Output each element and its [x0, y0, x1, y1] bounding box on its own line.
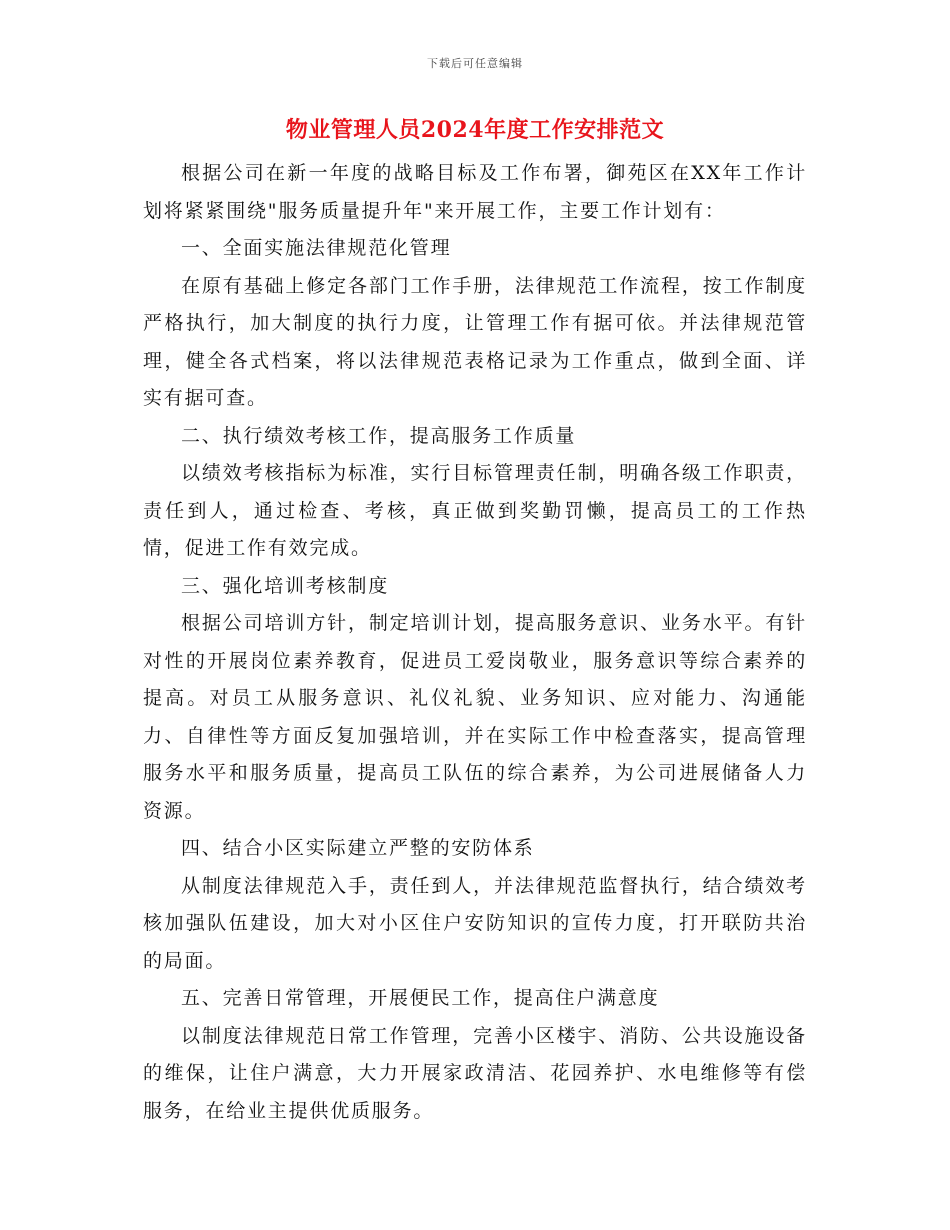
header-note: 下载后可任意编辑 [427, 57, 523, 70]
section-heading-1: 一、全面实施法律规范化管理 [181, 237, 452, 259]
paragraph-section-2: 以绩效考核指标为标准，实行目标管理责任制，明确各级工作职责，责任到人，通过检查、考核，真正做到奖勤罚懒，提高员工的工作热情，促进工作有效完成。 [143, 462, 807, 559]
paragraph-section-4: 从制度法律规范入手，责任到人，并法律规范监督执行，结合绩效考核加强队伍建设，加大对小区住户安防知识的宣传力度，打开联防共治的局面。 [143, 874, 807, 972]
paragraph-section-5: 以制度法律规范日常工作管理，完善小区楼宇、消防、公共设施设备的维保，让住户满意，大力开展家政清洁、花园养护、水电维修等有偿服务，在给业主提供优质服务。 [143, 1024, 807, 1122]
paragraph-section-3: 根据公司培训方针，制定培训计划，提高服务意识、业务水平。有针对性的开展岗位素养教育，促进员工爱岗敬业，服务意识等综合素养的提高。对员工从服务意识、礼仪礼貌、业务知识、应对能力、沟通能力、自律性等方面反复加强培训，并在实际工作中检查落实，提高管理服务水平和服务质量，提高员工队伍的综合素养，为公司进展储备人力资源。 [143, 612, 807, 822]
section-heading-5: 五、完善日常管理，开展便民工作，提高住户满意度 [181, 987, 660, 1009]
section-heading-4: 四、结合小区实际建立严整的安防体系 [181, 837, 535, 859]
document-title: 物业管理人员2024年度工作安排范文 [285, 117, 665, 143]
section-heading-2: 二、执行绩效考核工作，提高服务工作质量 [181, 424, 577, 447]
section-heading-3: 三、强化培训考核制度 [181, 574, 390, 597]
paragraph-intro: 根据公司在新一年度的战略目标及工作布署，御苑区在XX年工作计划将紧紧围绕"服务质量提升年"来开展工作，主要工作计划有： [143, 162, 807, 222]
document-body [143, 155, 807, 1130]
paragraph-section-1: 在原有基础上修定各部门工作手册，法律规范工作流程，按工作制度严格执行，加大制度的执行力度，让管理工作有据可依。并法律规范管理，健全各式档案，将以法律规范表格记录为工作重点，做到全面、详实有据可查。 [143, 274, 807, 409]
